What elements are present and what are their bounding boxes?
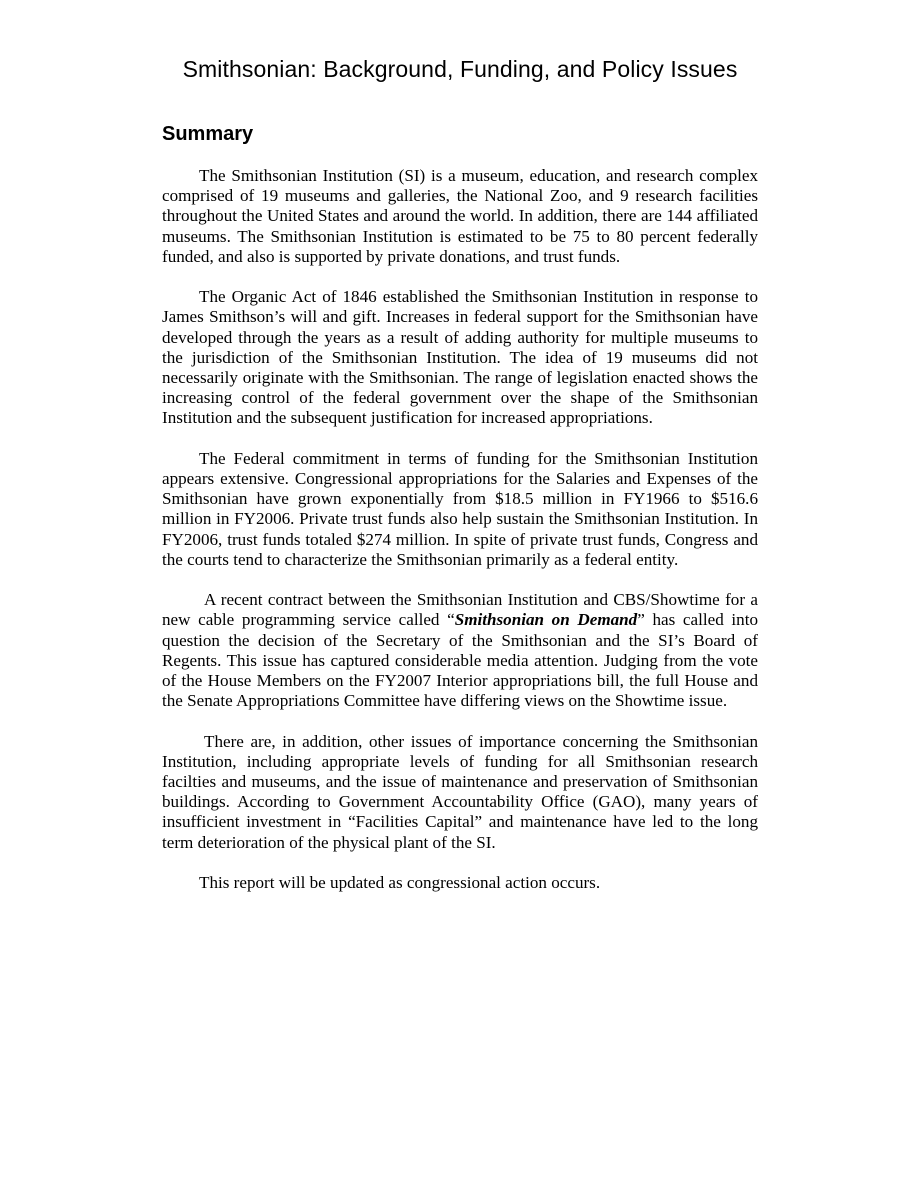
paragraph-organic-act: The Organic Act of 1846 established the Smithsonian Institution in response to James Smithson’s will and gift. Increases in federal support for the Smithsonian have developed through the years as a result of adding authority for multiple museums to the jurisdiction of the Smithsonian Institution. The idea of 19 museums did not necessarily originate with the Smithsonian. The range of legislation enacted shows the increasing control of the federal government over the shape of the Smithsonian Institution and the subsequent justification for increased appropriations. [162, 287, 758, 428]
paragraph-showtime-contract [162, 590, 758, 711]
section-heading-summary: Summary [162, 123, 254, 145]
paragraph-federal-funding: The Federal commitment in terms of funding for the Smithsonian Institution appears extensive. Congressional appropriations for the Salaries and Expenses of the Smithsonian have grown exponentially from $18.5 million in FY1966 to $516.6 million in FY2006. Private trust funds also help sustain the Smithsonian Institution. In FY2006, trust funds totaled $274 million. In spite of private trust funds, Congress and the courts tend to characterize the Smithsonian primarily as a federal entity. [162, 448, 758, 569]
smithsonian-on-demand-title: Smithsonian on Demand [454, 610, 638, 630]
showtime-text-after: ” has called into question the decision of the Secretary of the Smithsonian and the SI’s Board of Regents. This issue has captured considerable media attention. Judging from the vote of the House Members on the FY2007 Interior appropriations bill, the full House and the Senate Appropriations Committee have differing views on the Showtime issue. [162, 610, 758, 711]
paragraph-update-note: This report will be updated as congressional action occurs. [199, 873, 601, 893]
document-title: Smithsonian: Background, Funding, and Policy Issues [182, 56, 738, 82]
summary-body [162, 166, 758, 913]
paragraph-overview: The Smithsonian Institution (SI) is a museum, education, and research complex comprised of 19 museums and galleries, the National Zoo, and 9 research facilities throughout the United States and around the world. In addition, there are 144 affiliated museums. The Smithsonian Institution is estimated to be 75 to 80 percent federally funded, and also is supported by private donations, and trust funds. [162, 166, 758, 266]
showtime-text-before: A recent contract between the Smithsonian Institution and CBS/Showtime for a new cable programming service called “ [162, 590, 758, 630]
paragraph-other-issues: There are, in addition, other issues of importance concerning the Smithsonian Institution, including appropriate levels of funding for all Smithsonian research facilties and museums, and the issue of maintenance and preservation of Smithsonian buildings. According to Government Accountability Office (GAO), many years of insufficient investment in “Facilities Capital” and maintenance have led to the long term deterioration of the physical plant of the SI. [162, 731, 758, 852]
